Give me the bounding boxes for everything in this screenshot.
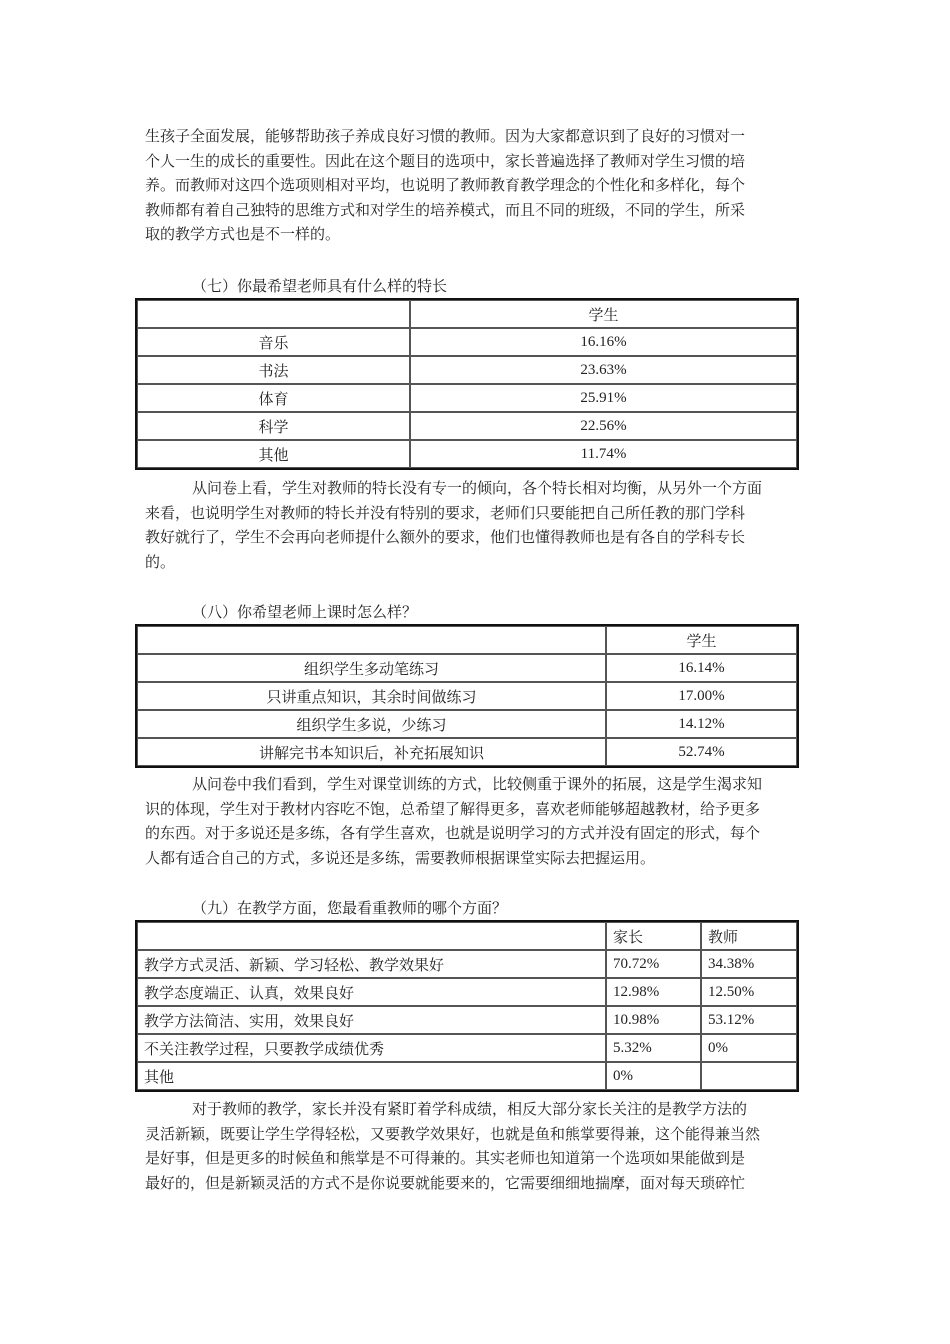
table-cell-value: 16.16% — [410, 328, 797, 356]
analysis-line: 从问卷上看，学生对教师的特长没有专一的倾向，各个特长相对均衡，从另外一个方面 — [192, 479, 763, 497]
table-cell-value: 34.38% — [701, 950, 797, 978]
table-cell-label: 教学方法简洁、实用，效果良好 — [137, 1006, 606, 1034]
table-row — [137, 1034, 797, 1062]
table-cell-value: 11.74% — [410, 440, 797, 468]
table-cell-label: 书法 — [137, 356, 410, 384]
analysis-line: 从问卷中我们看到，学生对课堂训练的方式，比较侧重于课外的拓展，这是学生渴求知 — [192, 775, 763, 793]
table-cell-value: 10.98% — [606, 1006, 701, 1034]
table-header-row — [137, 626, 797, 654]
table-header-row — [137, 922, 797, 950]
table-row — [137, 440, 797, 468]
table-header-cell — [137, 922, 606, 950]
table-row — [137, 384, 797, 412]
analysis-line: 对于教师的教学，家长并没有紧盯着学科成绩，相反大部分家长关注的是教学方法的 — [192, 1100, 748, 1118]
intro-paragraph — [145, 124, 807, 247]
table-cell-value: 53.12% — [701, 1006, 797, 1034]
section7-title: （七）你最希望老师具有什么样的特长 — [192, 277, 448, 295]
table-cell-value: 52.74% — [606, 738, 797, 766]
intro-line: 教师都有着自己独特的思维方式和对学生的培养模式，而且不同的班级，不同的学生，所采 — [145, 200, 746, 219]
section8-table — [135, 624, 799, 768]
section9-table — [135, 920, 799, 1092]
table-row — [137, 978, 797, 1006]
table-cell-value: 16.14% — [606, 654, 797, 682]
section7-table — [135, 298, 799, 470]
section9-analysis — [145, 1097, 807, 1195]
section7-analysis — [145, 476, 807, 574]
table-cell-value: 5.32% — [606, 1034, 701, 1062]
table-cell-label: 音乐 — [137, 328, 410, 356]
analysis-line: 灵活新颖，既要让学生学得轻松，又要教学效果好，也就是鱼和熊掌要得兼，这个能得兼当然 — [145, 1124, 761, 1143]
table-cell-label: 教学态度端正、认真，效果良好 — [137, 978, 606, 1006]
table-row — [137, 356, 797, 384]
table-row — [137, 328, 797, 356]
table-cell-value: 12.50% — [701, 978, 797, 1006]
table-cell-label: 其他 — [137, 440, 410, 468]
section8-title: （八）你希望老师上课时怎么样？ — [192, 603, 418, 621]
intro-line: 个人一生的成长的重要性。因此在这个题目的选项中，家长普遍选择了教师对学生习惯的培 — [145, 151, 746, 170]
table-row — [137, 950, 797, 978]
table-header-cell: 教师 — [701, 922, 797, 950]
table-cell-value — [701, 1062, 797, 1090]
table-header-cell — [137, 300, 410, 328]
analysis-line: 的。 — [145, 552, 176, 571]
analysis-line: 来看，也说明学生对教师的特长并没有特别的要求，老师们只要能把自己所任教的那门学科 — [145, 503, 746, 522]
analysis-line: 教好就行了，学生不会再向老师提什么额外的要求，他们也懂得教师也是有各自的学科专长 — [145, 528, 746, 547]
section8-analysis — [145, 772, 807, 870]
table-cell-label: 不关注教学过程，只要教学成绩优秀 — [137, 1034, 606, 1062]
intro-line: 养。而教师对这四个选项则相对平均，也说明了教师教育教学理念的个性化和多样化，每个 — [145, 176, 746, 195]
table-cell-value: 12.98% — [606, 978, 701, 1006]
table-cell-value: 23.63% — [410, 356, 797, 384]
intro-line: 生孩子全面发展，能够帮助孩子养成良好习惯的教师。因为大家都意识到了良好的习惯对一 — [145, 127, 746, 145]
intro-line: 取的教学方式也是不一样的。 — [145, 225, 341, 244]
table-cell-label: 组织学生多动笔练习 — [137, 654, 606, 682]
table-cell-label: 组织学生多说，少练习 — [137, 710, 606, 738]
analysis-line: 人都有适合自己的方式，多说还是多练，需要教师根据课堂实际去把握运用。 — [145, 848, 656, 867]
table-cell-value: 14.12% — [606, 710, 797, 738]
table-cell-value: 17.00% — [606, 682, 797, 710]
table-row — [137, 654, 797, 682]
table-cell-label: 其他 — [137, 1062, 606, 1090]
table-row — [137, 412, 797, 440]
table-cell-label: 讲解完书本知识后，补充拓展知识 — [137, 738, 606, 766]
section9-title: （九）在教学方面，您最看重教师的哪个方面？ — [192, 899, 508, 917]
table-header-cell — [137, 626, 606, 654]
table-header-cell: 家长 — [606, 922, 701, 950]
table-cell-label: 教学方式灵活、新颖、学习轻松、教学效果好 — [137, 950, 606, 978]
table-cell-value: 22.56% — [410, 412, 797, 440]
table-cell-label: 只讲重点知识，其余时间做练习 — [137, 682, 606, 710]
table-row — [137, 1006, 797, 1034]
table-header-row — [137, 300, 797, 328]
table-row — [137, 1062, 797, 1090]
analysis-line: 是好事，但是更多的时候鱼和熊掌是不可得兼的。其实老师也知道第一个选项如果能做到是 — [145, 1149, 746, 1168]
table-cell-value: 70.72% — [606, 950, 701, 978]
analysis-line: 的东西。对于多说还是多练，各有学生喜欢，也就是说明学习的方式并没有固定的形式，每个 — [145, 824, 761, 843]
table-header-cell: 学生 — [410, 300, 797, 328]
table-cell-label: 科学 — [137, 412, 410, 440]
table-cell-value: 0% — [701, 1034, 797, 1062]
analysis-line: 最好的，但是新颖灵活的方式不是你说要就能要来的，它需要细细地揣摩，面对每天琐碎忙 — [145, 1173, 746, 1192]
table-row — [137, 710, 797, 738]
analysis-line: 识的体现，学生对于教材内容吃不饱，总希望了解得更多，喜欢老师能够超越教材，给予更多 — [145, 799, 761, 818]
table-cell-label: 体育 — [137, 384, 410, 412]
table-row — [137, 738, 797, 766]
table-cell-value: 0% — [606, 1062, 701, 1090]
table-row — [137, 682, 797, 710]
table-cell-value: 25.91% — [410, 384, 797, 412]
table-header-cell: 学生 — [606, 626, 797, 654]
